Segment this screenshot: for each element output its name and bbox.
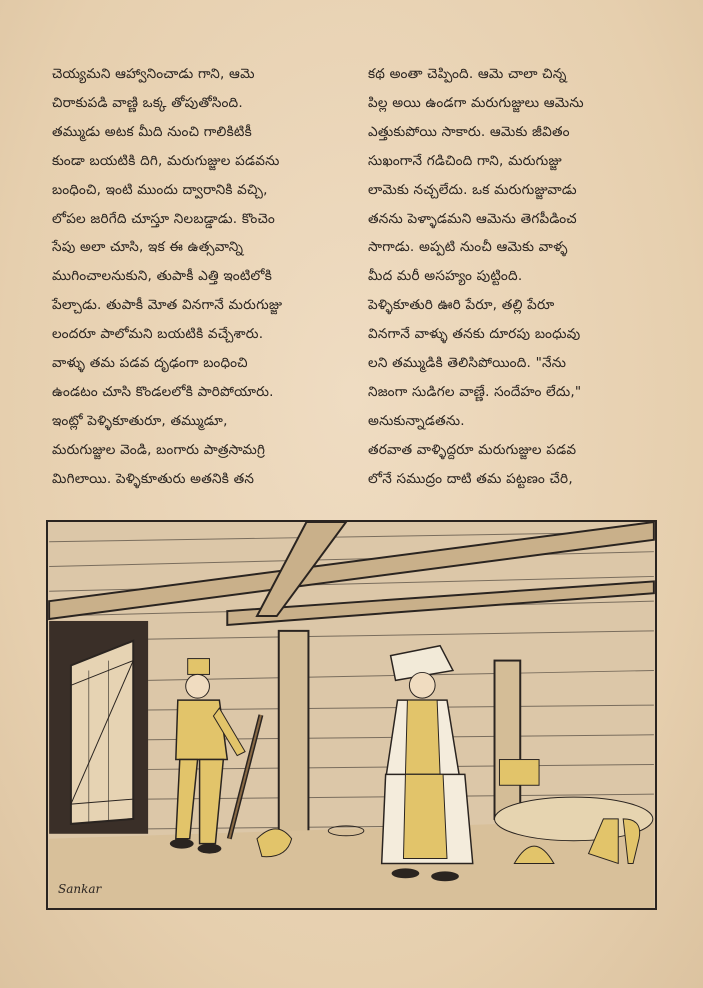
text-line: చిరాకుపడి వాణ్ణి ఒక్క తోపుతోసింది. [52,94,243,111]
text-line: లామెకు నచ్చలేదు. ఒక మరుగుజ్జువాడు [368,181,577,198]
text-line: లోపల జరిగేది చూస్తూ నిలబడ్డాడు. కొంచెం [52,210,275,227]
text-line: తరవాత వాళ్ళిద్దరూ మరుగుజ్జుల పడవ [368,441,577,458]
text-line: బంధించి, ఇంటి ముందు ద్వారానికి వచ్చి, [52,181,268,198]
text-line: పెళ్ళికూతురి ఊరి పేరూ, తల్లి పేరూ [368,297,555,314]
illustration-drawing [48,522,655,908]
text-line: మిగిలాయి. పెళ్ళికూతురు అతనికి తన [52,470,255,487]
story-illustration [46,520,657,910]
text-line: సాగాడు. అప్పటి నుంచీ ఆమెకు వాళ్ళ [368,239,568,256]
text-line: చెయ్యమని ఆహ్వానించాడు గాని, ఆమె [52,66,255,82]
text-line: సేపు అలా చూసి, ఇక ఈ ఉత్సవాన్ని [52,239,244,256]
wooden-door [49,621,148,834]
text-line: వినగానే వాళ్ళు తనకు దూరపు బంధువు [368,326,581,343]
text-line: తనను పెళ్ళాడమని ఆమెను తెగపీడించ [368,210,577,227]
text-line: సుఖంగానే గడిచింది గాని, మరుగుజ్జు [368,152,562,169]
text-line: ఇంట్లో పెళ్ళికూతురూ, తమ్ముడూ, [52,412,228,429]
text-line: వాళ్ళు తమ పడవ దృఢంగా బంధించి [52,355,248,372]
text-line: పిల్ల అయి ఉండగా మరుగుజ్జులు ఆమెను [368,94,584,111]
text-line: తమ్ముడు అటక మీది నుంచి గాలికిటికీ [52,123,252,140]
text-line: మరుగుజ్జుల వెండి, బంగారు పాత్రసామగ్రి [52,441,266,458]
text-line: మీద మరీ అసహ్యం పుట్టింది. [368,268,523,285]
text-line: లోనే సముద్రం దాటి తమ పట్టణం చేరి, [368,470,573,487]
artist-signature: Sankar [58,882,102,896]
text-line: కుండా బయటికి దిగి, మరుగుజ్జుల పడవను [52,152,280,169]
text-line: లందరూ పాలోమని బయటికి వచ్చేశారు. [52,326,264,343]
text-line: ఉండటం చూసి కొండలలోకి పారిపోయారు. [52,383,274,400]
text-line: పేల్చాడు. తుపాకీ మోత వినగానే మరుగుజ్జు [52,297,283,314]
text-line: కథ అంతా చెప్పింది. ఆమె చాలా చిన్న [368,66,567,82]
text-line: అనుకున్నాడతను. [368,412,465,429]
text-line: ముగించాలనుకుని, తుపాకీ ఎత్తి ఇంటిలోకి [52,268,273,285]
text-column-left [52,60,348,494]
text-line: ఎత్తుకుపోయి సాకారు. ఆమెకు జీవితం [368,123,570,140]
text-line: లని తమ్ముడికి తెలిసిపోయింది. "నేను [368,355,567,372]
wooden-pillar [279,631,309,839]
text-line: నిజంగా సుడిగల వాణ్ణే. సందేహం లేదు," [368,383,582,400]
wooden-pillar [495,661,521,819]
text-column-right [368,60,668,494]
